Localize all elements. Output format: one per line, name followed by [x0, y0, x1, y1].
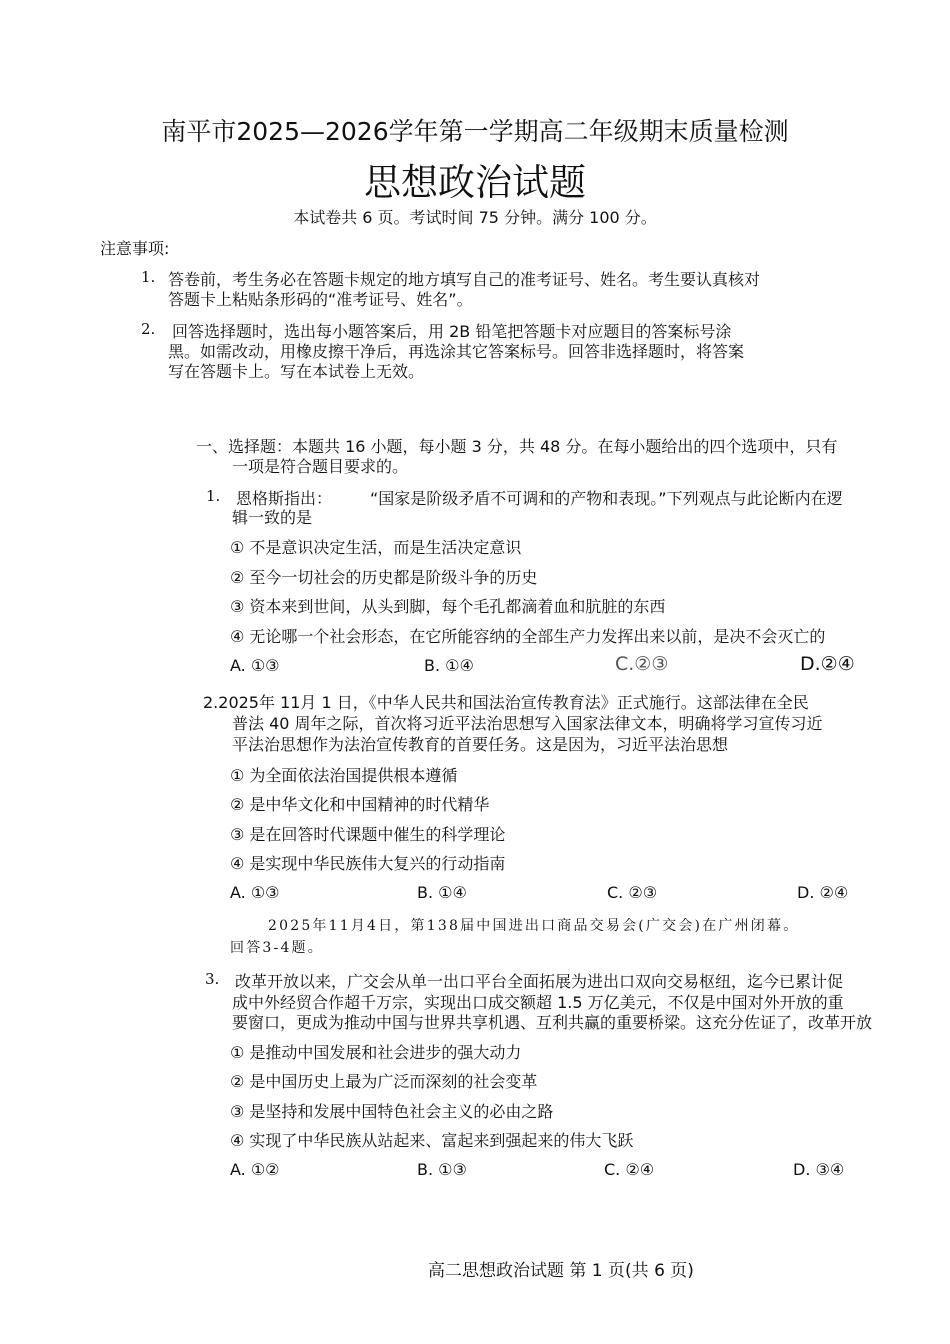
statement: ② 是中华文化和中国精神的时代精华: [230, 795, 490, 814]
question-text: 2.2025年 11月 1 日，《中华人民共和国法治宣传教育法》正式施行。这部法律在全民: [203, 693, 809, 712]
statement: ② 是中国历史上最为广泛而深刻的社会变革: [230, 1072, 538, 1091]
exam-title-line1: 南平市2025—2026学年第一学期高二年级期末质量检测: [161, 117, 789, 146]
section-heading: 一、选择题：本题共 16 小题，每小题 3 分，共 48 分。在每小题给出的四个选项中，只有: [196, 437, 838, 456]
option-c: C.②③: [615, 653, 669, 675]
note-number: 2.: [141, 320, 156, 338]
statement: ③ 是坚持和发展中国特色社会主义的必由之路: [230, 1102, 554, 1121]
statement: ② 至今一切社会的历史都是阶级斗争的历史: [230, 568, 538, 587]
section-heading-cont: 一项是符合题目要求的。: [232, 457, 409, 476]
statement: ④ 是实现中华民族伟大复兴的行动指南: [230, 854, 506, 873]
statement: ① 为全面依法治国提供根本遵循: [230, 766, 458, 785]
exam-subject-title: 思想政治试题: [364, 161, 586, 204]
note-number: 1.: [141, 268, 156, 286]
question-number: 1.: [206, 487, 221, 505]
statement: ① 是推动中国发展和社会进步的强大动力: [230, 1043, 522, 1062]
note-text: 答卷前，考生务必在答题卡规定的地方填写自己的准考证号、姓名。考生要认真核对: [168, 270, 761, 289]
question-text: 普法 40 周年之际，首次将习近平法治思想写入国家法律文本，明确将学习宣传习近: [232, 714, 823, 733]
question-text: 要窗口，更成为推动中国与世界共享机遇、互利共赢的重要桥梁。这充分佐证了，改革开放: [232, 1013, 873, 1032]
question-text: “国家是阶级矛盾不可调和的产物和表现。”下列观点与此论断内在逻: [370, 489, 843, 508]
material-text: 2025年11月4日，第138届中国进出口商品交易会(广交会)在广州闭幕。: [268, 918, 800, 934]
statement: ③ 是在回答时代课题中催生的科学理论: [230, 825, 506, 844]
option-d: D. ②④: [797, 883, 849, 902]
option-b: B. ①③: [417, 1160, 467, 1179]
option-c: C. ②③: [607, 883, 658, 902]
note-text: 黑。如需改动，用橡皮擦干净后，再选涂其它答案标号。回答非选择题时，将答案: [168, 342, 745, 361]
statement: ④ 无论哪一个社会形态，在它所能容纳的全部生产力发挥出来以前，是决不会灭亡的: [230, 627, 826, 646]
statement: ④ 实现了中华民族从站起来、富起来到强起来的伟大飞跃: [230, 1131, 634, 1150]
statement: ① 不是意识决定生活，而是生活决定意识: [230, 538, 522, 557]
option-a: A. ①②: [230, 1160, 280, 1179]
exam-info: 本试卷共 6 页。考试时间 75 分钟。满分 100 分。: [293, 208, 657, 227]
page-footer: 高二思想政治试题 第 1 页(共 6 页): [428, 1261, 694, 1281]
option-c: C. ②④: [604, 1160, 655, 1179]
option-d: D.②④: [800, 653, 855, 675]
note-text: 回答选择题时，选出每小题答案后，用 2B 铅笔把答题卡对应题目的答案标号涂: [172, 322, 732, 341]
option-a: A. ①③: [230, 883, 280, 902]
option-d: D. ③④: [793, 1160, 845, 1179]
option-b: B. ①④: [424, 656, 474, 675]
material-text: 回答3-4题。: [230, 940, 324, 956]
question-text: 改革开放以来，广交会从单一出口平台全面拓展为进出口双向交易枢纽，迄今已累计促: [235, 972, 844, 991]
option-a: A. ①③: [230, 656, 280, 675]
question-number: 3.: [205, 970, 220, 988]
question-text: 成中外经贸合作超千万宗，实现出口成交额超 1.5 万亿美元，不仅是中国对外开放的重: [232, 993, 844, 1012]
note-text: 答题卡上粘贴条形码的“准考证号、姓名”。: [168, 290, 473, 309]
notes-heading: 注意事项:: [100, 239, 170, 258]
note-text: 写在答题卡上。写在本试卷上无效。: [168, 362, 425, 381]
question-text: 恩格斯指出：: [236, 489, 333, 508]
option-b: B. ①④: [417, 883, 467, 902]
question-text: 平法治思想作为法治宣传教育的首要任务。这是因为，习近平法治思想: [232, 735, 729, 754]
question-text: 辑一致的是: [232, 508, 313, 527]
statement: ③ 资本来到世间，从头到脚，每个毛孔都滴着血和肮脏的东西: [230, 597, 666, 616]
